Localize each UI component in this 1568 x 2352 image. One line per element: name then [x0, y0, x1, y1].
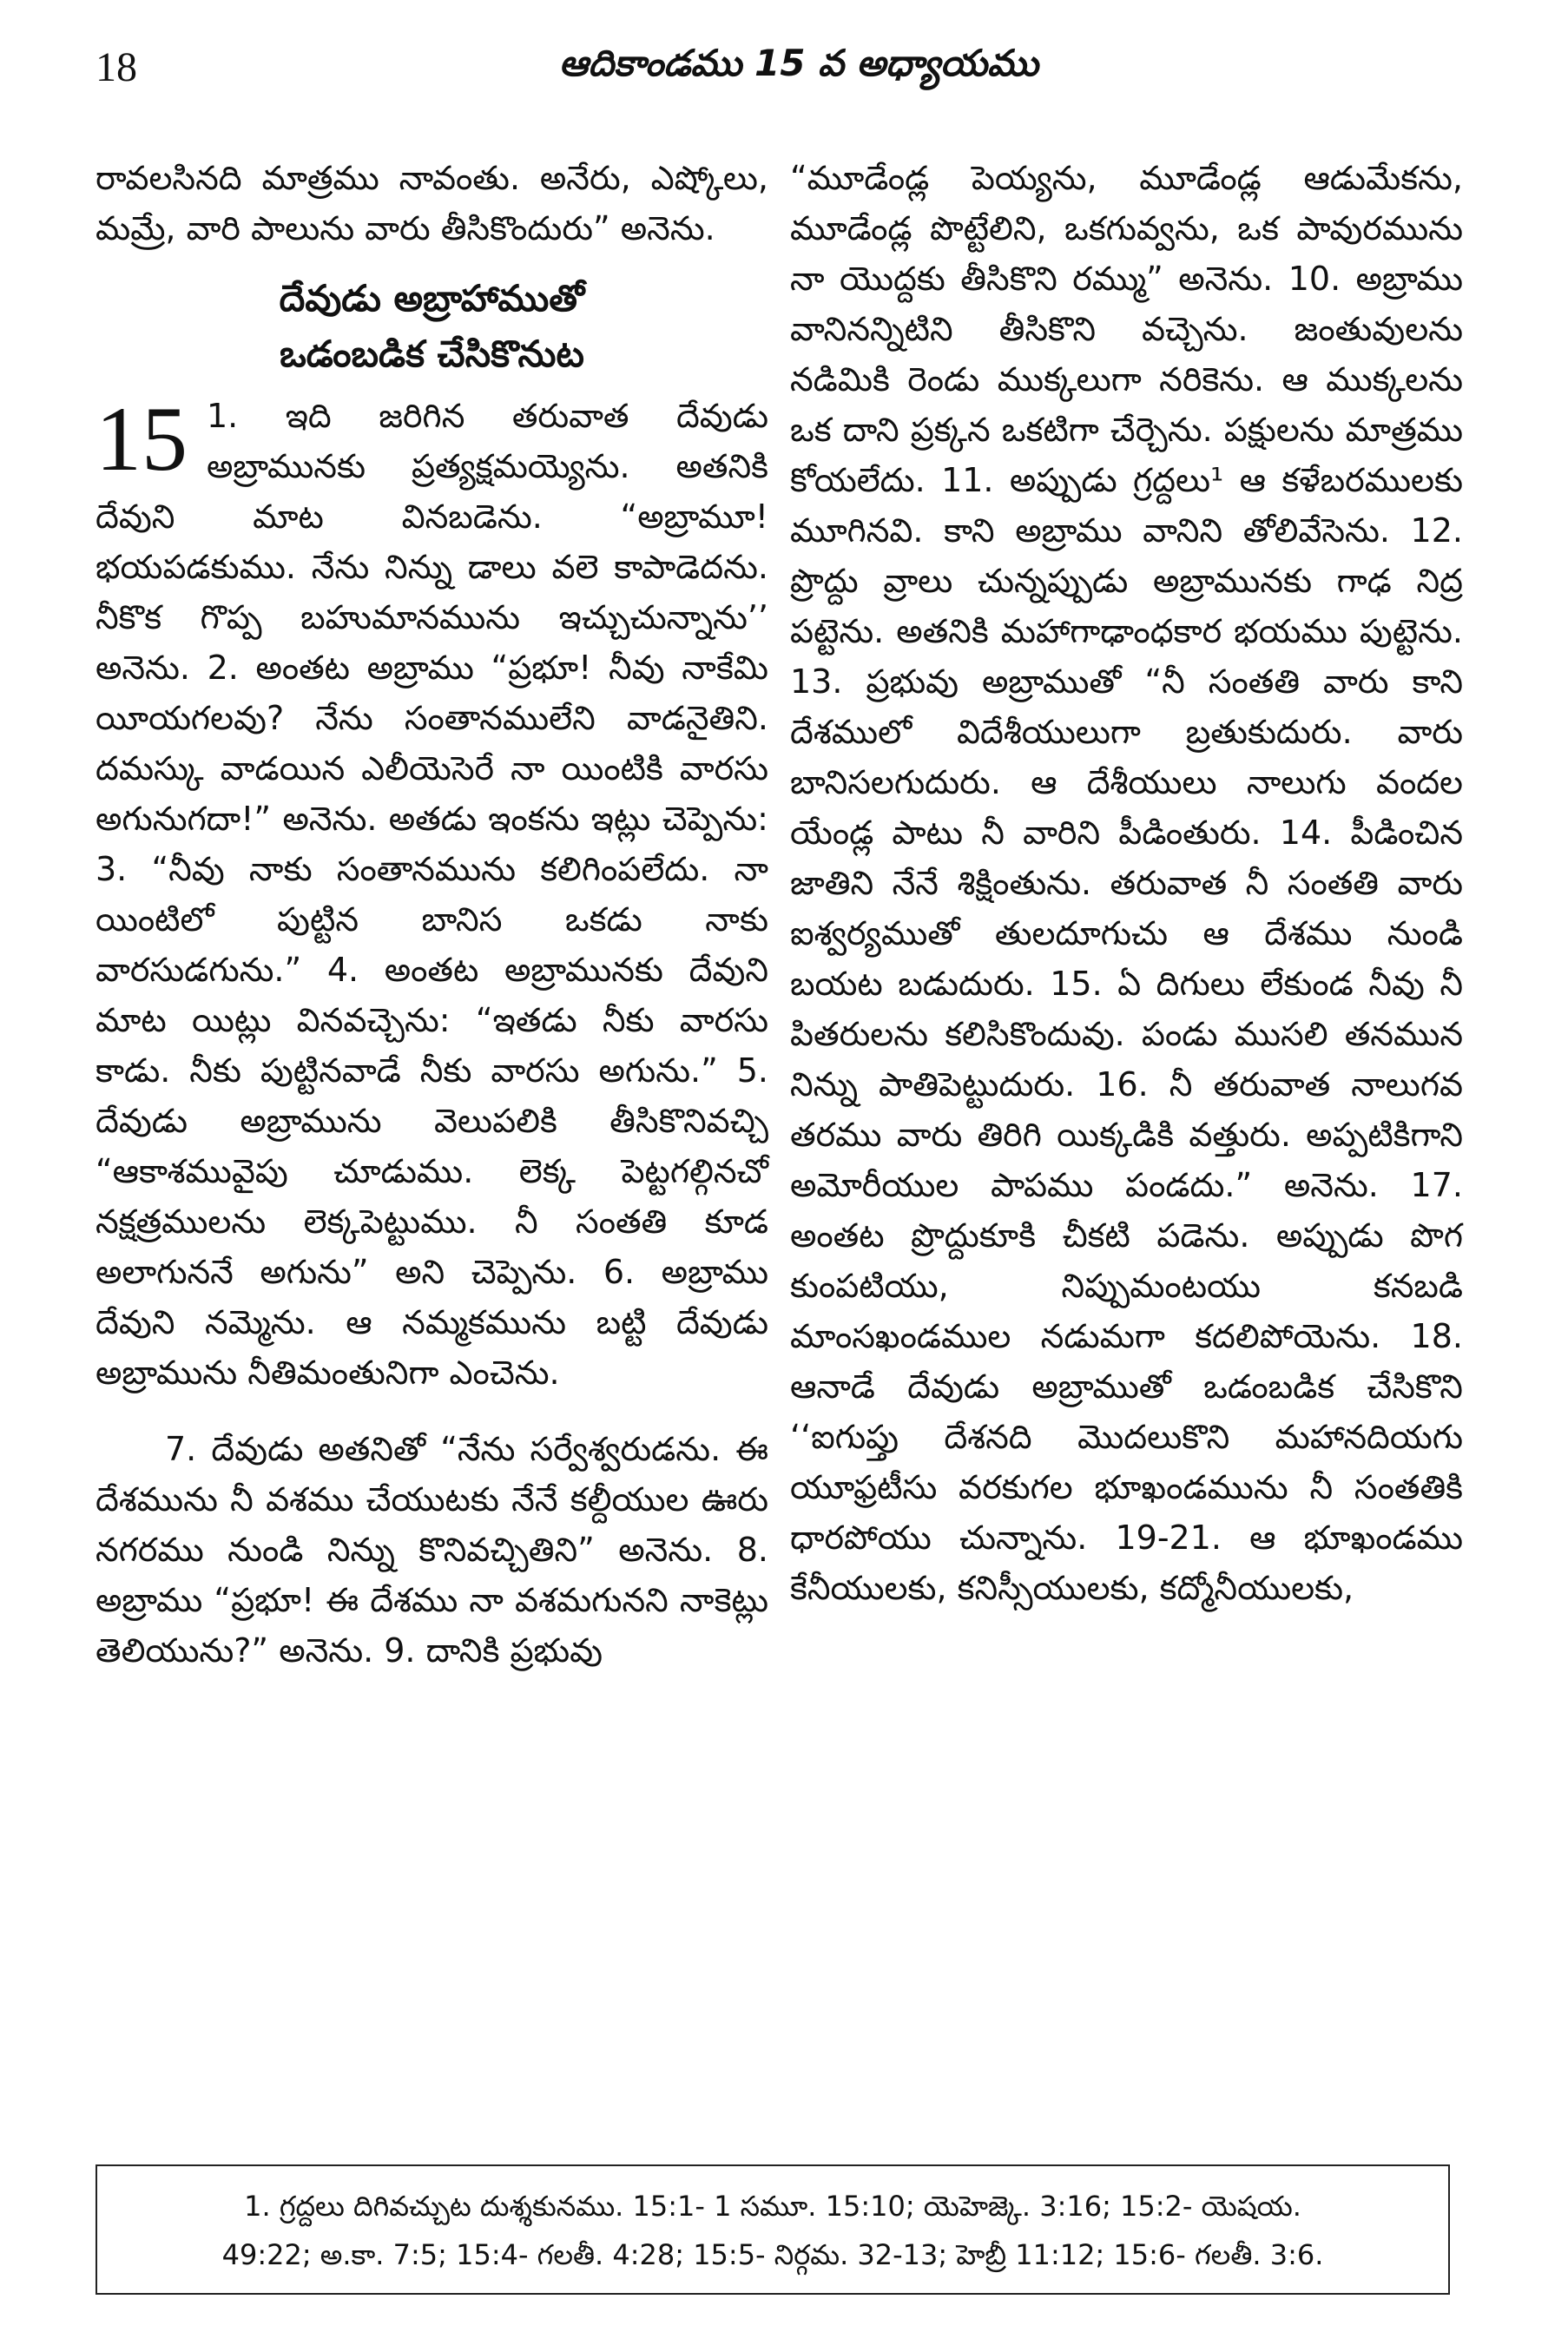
right-column	[790, 153, 1463, 1613]
page-number: 18	[96, 44, 137, 90]
chapter-number: 15	[96, 388, 188, 490]
footnote-line2: 49:22; అ.కా. 7:5; 15:4- గలతీ. 4:28; 15:5- నిర్గమ. 32-13; హెబ్రీ 11:12; 15:6- గలతీ. 3:6.	[221, 2238, 1324, 2271]
chapter-paragraph-2: 7. దేవుడు అతనితో “నేను సర్వేశ్వరుడను. ఈ దేశమును నీ వశము చేయుటకు నేనే కల్దీయుల ఊరు నగరము నుండి నిన్ను కొనివచ్చితిని” అనెను. 8. అబ్రాము “ప్రభూ! ఈ దేశము నా వశమగునని నాకెట్లు తెలియును?” అనెను. 9. దానికి ప్రభువు	[96, 1430, 768, 1670]
section-heading-line1: దేవుడు అబ్రాహాముతో	[279, 277, 585, 320]
intro-paragraph: రావలసినది మాత్రము నావంతు. అనేరు, ఎష్కోలు, మమ్రే, వారి పాలును వారు తీసికొందురు” అనెను.	[96, 159, 768, 247]
chapter-paragraph-1: 1. ఇది జరిగిన తరువాత దేవుడు అబ్రామునకు ప్రత్యక్షమయ్యెను. అతనికి దేవుని మాట వినబడెను. “అబ్రామూ! భయపడకుము. నేను నిన్ను డాలు వలె కాపాడెదను. నీకొక గొప్ప బహుమానమును ఇచ్చుచున్నాను’’ అనెను. 2. అంతట అబ్రాము “ప్రభూ! నీవు నాకేమి యీయగలవు? నేను సంతానములేని వాడనైతిని. దమస్కు వాడయిన ఎలీయెసెరే నా యింటికి వారసు అగునుగదా!” అనెను. అతడు ఇంకను ఇట్లు చెప్పెను: 3. “నీవు నాకు సంతానమును కలిగింపలేదు. నా యింటిలో పుట్టిన బానిస ఒకడు నాకు వారసుడగును.” 4. అంతట అబ్రామునకు దేవుని మాట యిట్లు వినవచ్చెను: “ఇతడు నీకు వారసు కాడు. నీకు పుట్టినవాడే నీకు వారసు అగును.” 5. దేవుడు అబ్రామును వెలుపలికి తీసికొనివచ్చి “ఆకాశమువైపు చూడుము. లెక్క పెట్టగల్గినచో నక్షత్రములను లెక్కపెట్టుము. నీ సంతతి కూడ అలాగుననే అగును” అని చెప్పెను. 6. అబ్రాము దేవుని నమ్మెను. ఆ నమ్మకమును బట్టి దేవుడు అబ్రామును నీతిమంతునిగా ఎంచెను.	[96, 397, 768, 1392]
section-heading-line2: ఒడంబడిక చేసికొనుట	[280, 333, 584, 375]
running-head: ఆదికాండము 15 వ అధ్యాయము	[558, 42, 1039, 84]
section-heading	[96, 271, 768, 382]
left-column	[96, 153, 768, 1676]
footnote-box	[96, 2164, 1450, 2295]
footnote-line1: 1. గ్రద్దలు దిగివచ్చుట దుశ్శకునము. 15:1- 1 సమూ. 15:10; యెహెజ్కె. 3:16; 15:2- యెషయ.	[244, 2190, 1301, 2223]
right-paragraph-1: “మూడేండ్ల పెయ్యను, మూడేండ్ల ఆడుమేకను, మూడేండ్ల పొట్టేలిని, ఒకగువ్వను, ఒక పావురమును నా యొద్దకు తీసికొని రమ్ము” అనెను. 10. అబ్రాము వానినన్నిటిని తీసికొని వచ్చెను. జంతువులను నడిమికి రెండు ముక్కలుగా నరికెను. ఆ ముక్కలను ఒక దాని ప్రక్కన ఒకటిగా చేర్చెను. పక్షులను మాత్రము కోయలేదు. 11. అప్పుడు గ్రద్దలు¹ ఆ కళేబరములకు మూగినవి. కాని అబ్రాము వానిని తోలివేసెను. 12. ప్రొద్దు వ్రాలు చున్నప్పుడు అబ్రామునకు గాఢ నిద్ర పట్టెను. అతనికి మహాగాఢాంధకార భయము పుట్టెను. 13. ప్రభువు అబ్రాముతో “నీ సంతతి వారు కాని దేశములో విదేశీయులుగా బ్రతుకుదురు. వారు బానిసలగుదురు. ఆ దేశీయులు నాలుగు వందల యేండ్ల పాటు నీ వారిని పీడింతురు. 14. పీడించిన జాతిని నేనే శిక్షింతును. తరువాత నీ సంతతి వారు ఐశ్వర్యముతో తులదూగుచు ఆ దేశము నుండి బయట బడుదురు. 15. ఏ దిగులు లేకుండ నీవు నీ పితరులను కలిసికొందువు. పండు ముసలి తనమున నిన్ను పాతిపెట్టుదురు. 16. నీ తరువాత నాలుగవ తరము వారు తిరిగి యిక్కడికి వత్తురు. అప్పటికిగాని అమోరీయుల పాపము పండదు.” అనెను. 17. అంతట ప్రొద్దుకూకి చీకటి పడెను. అప్పుడు పొగ కుంపటియు, నిప్పుమంటయు కనబడి మాంసఖండముల నడుమగా కదలిపోయెను. 18. ఆనాడే దేవుడు అబ్రాముతో ఒడంబడిక చేసికొని ‘‘ఐగుప్తు దేశనది మొదలుకొని మహానదియగు యూఫ్రటీసు వరకుగల భూఖండమును నీ సంతతికి ధారపోయు చున్నాను. 19-21. ఆ భూఖండము కేనీయులకు, కనిస్సీయులకు, కద్మోనీయులకు,	[790, 159, 1463, 1607]
